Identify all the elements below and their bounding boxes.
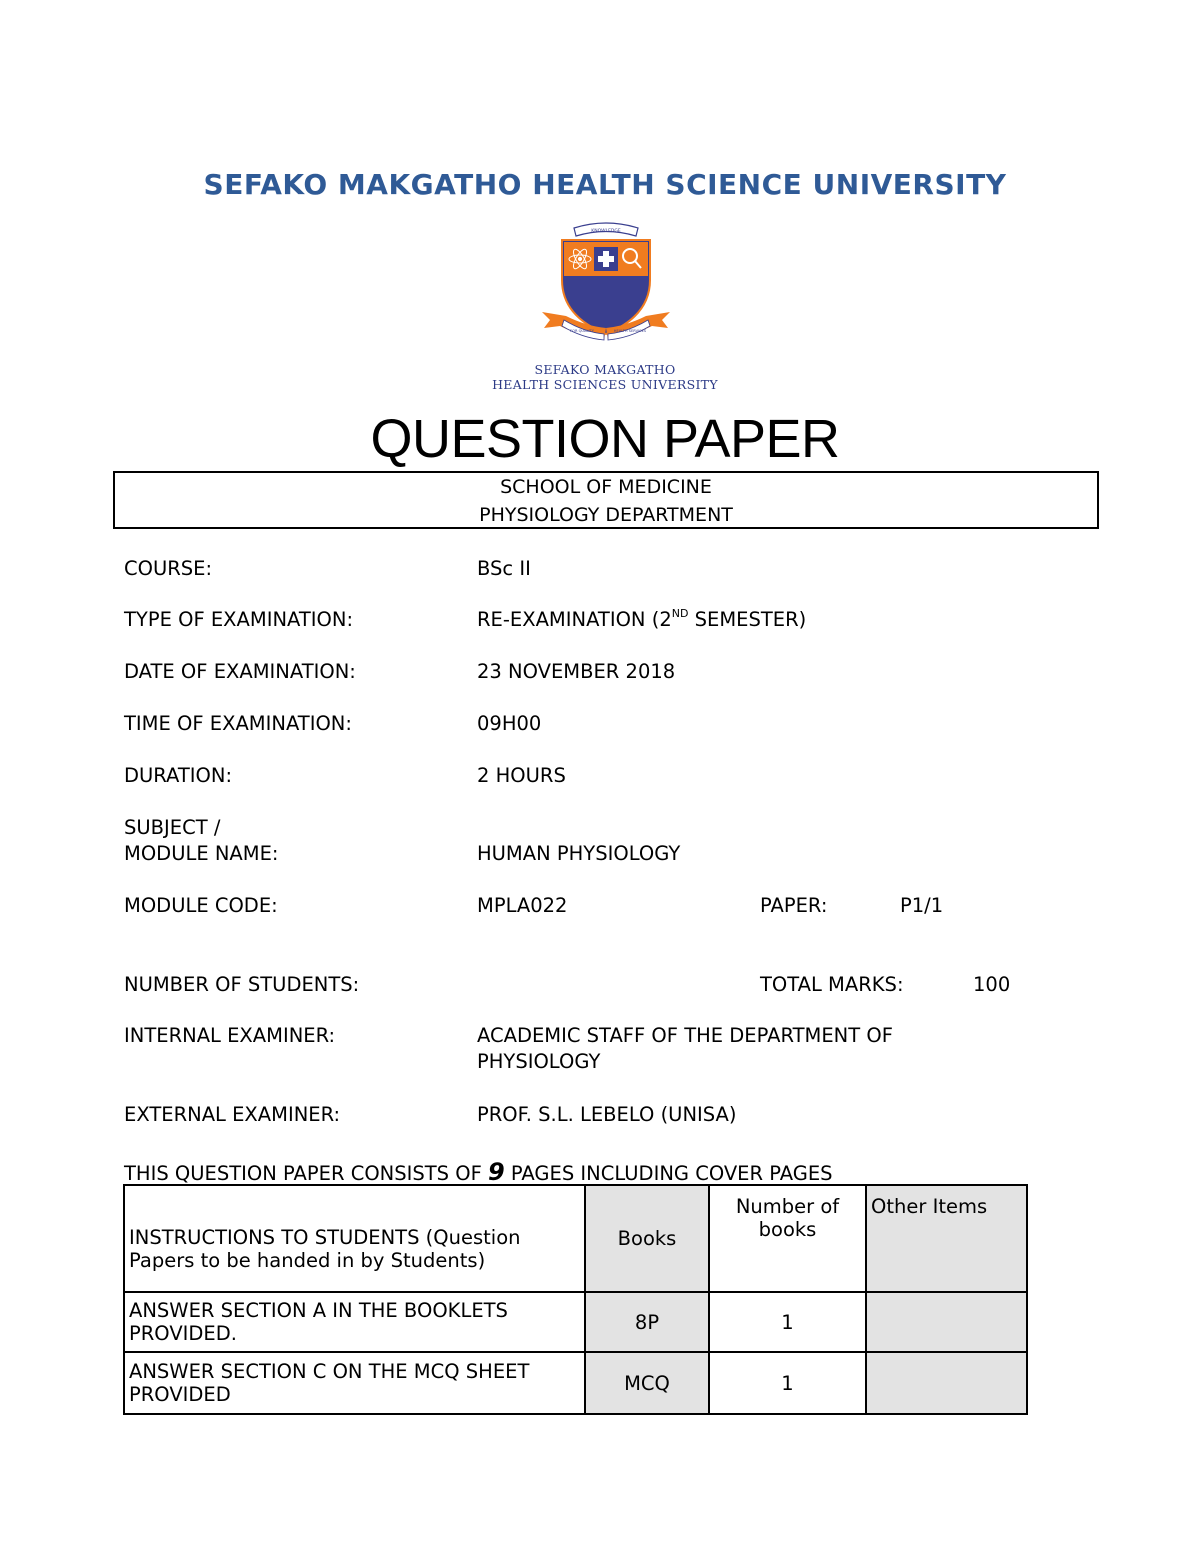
exam-type-value	[477, 607, 806, 633]
subject-label-line2: MODULE NAME:	[124, 842, 279, 865]
table-row	[124, 1292, 1027, 1352]
external-examiner-value: PROF. S.L. LEBELO (UNISA)	[477, 1103, 737, 1126]
subject-value: HUMAN PHYSIOLOGY	[477, 842, 681, 865]
pages-note	[124, 1158, 833, 1186]
row1-books: 8P	[585, 1292, 709, 1352]
page-count: 9	[488, 1158, 505, 1186]
crest-right-ribbon-text: HEALTH SERVICES	[613, 329, 647, 333]
date-label: DATE OF EXAMINATION:	[124, 660, 356, 683]
students-label: NUMBER OF STUDENTS:	[124, 973, 360, 996]
row1-other	[866, 1292, 1027, 1352]
total-marks-value: 100	[973, 973, 1011, 996]
exam-type-label: TYPE OF EXAMINATION:	[124, 608, 354, 631]
university-heading: SEFAKO MAKGATHO HEALTH SCIENCE UNIVERSITY	[203, 168, 1007, 201]
row1-number: 1	[709, 1292, 866, 1352]
school-box	[113, 471, 1099, 529]
time-value: 09H00	[477, 712, 542, 735]
date-value: 23 NOVEMBER 2018	[477, 660, 676, 683]
internal-examiner-value: ACADEMIC STAFF OF THE DEPARTMENT OF PHYSIOLOGY	[477, 1024, 893, 1073]
duration-label: DURATION:	[124, 764, 233, 787]
table-header-row	[124, 1185, 1027, 1292]
course-value: BSc II	[477, 557, 531, 580]
crest-top-banner-text: KNOWLEDGE	[591, 229, 621, 234]
header-instructions: INSTRUCTIONS TO STUDENTS (Question Papers to be handed in by Students)	[124, 1185, 585, 1292]
subject-label-line1: SUBJECT /	[124, 816, 221, 839]
module-code-value: MPLA022	[477, 894, 568, 917]
exam-type-value-sup: ND	[671, 607, 689, 620]
time-label: TIME OF EXAMINATION:	[124, 712, 352, 735]
module-code-label: MODULE CODE:	[124, 894, 278, 917]
crest-name-line1: SEFAKO MAKGATHO	[534, 362, 676, 377]
course-label: COURSE:	[124, 557, 213, 580]
header-other-items: Other Items	[866, 1185, 1027, 1292]
table-row	[124, 1352, 1027, 1414]
instructions-table	[123, 1184, 1028, 1415]
paper-label: PAPER:	[760, 894, 828, 917]
paper-value: P1/1	[900, 894, 944, 917]
document-title: QUESTION PAPER	[370, 409, 840, 469]
row2-other	[866, 1352, 1027, 1414]
duration-value: 2 HOURS	[477, 764, 566, 787]
school-name: SCHOOL OF MEDICINE	[500, 476, 712, 498]
exam-type-value-post: SEMESTER)	[688, 608, 807, 631]
row2-instruction: ANSWER SECTION C ON THE MCQ SHEET PROVIDED	[124, 1352, 585, 1414]
crest-left-ribbon-text: FOR QUALITY	[570, 329, 594, 333]
department-name: PHYSIOLOGY DEPARTMENT	[479, 504, 733, 526]
header-books: Books	[585, 1185, 709, 1292]
crest-name-line2: HEALTH SCIENCES UNIVERSITY	[492, 377, 718, 392]
university-crest-logo	[536, 216, 676, 346]
row2-number: 1	[709, 1352, 866, 1414]
pages-note-pre: THIS QUESTION PAPER CONSISTS OF	[124, 1162, 489, 1185]
row1-instruction: ANSWER SECTION A IN THE BOOKLETS PROVIDED.	[124, 1292, 585, 1352]
total-marks-label: TOTAL MARKS:	[760, 973, 904, 996]
internal-examiner-label: INTERNAL EXAMINER:	[124, 1024, 336, 1047]
row2-books: MCQ	[585, 1352, 709, 1414]
external-examiner-label: EXTERNAL EXAMINER:	[124, 1103, 341, 1126]
exam-type-value-pre: RE-EXAMINATION (2	[477, 608, 672, 631]
pages-note-post: PAGES INCLUDING COVER PAGES	[504, 1162, 833, 1185]
header-number-of-books: Number of books	[709, 1185, 866, 1292]
